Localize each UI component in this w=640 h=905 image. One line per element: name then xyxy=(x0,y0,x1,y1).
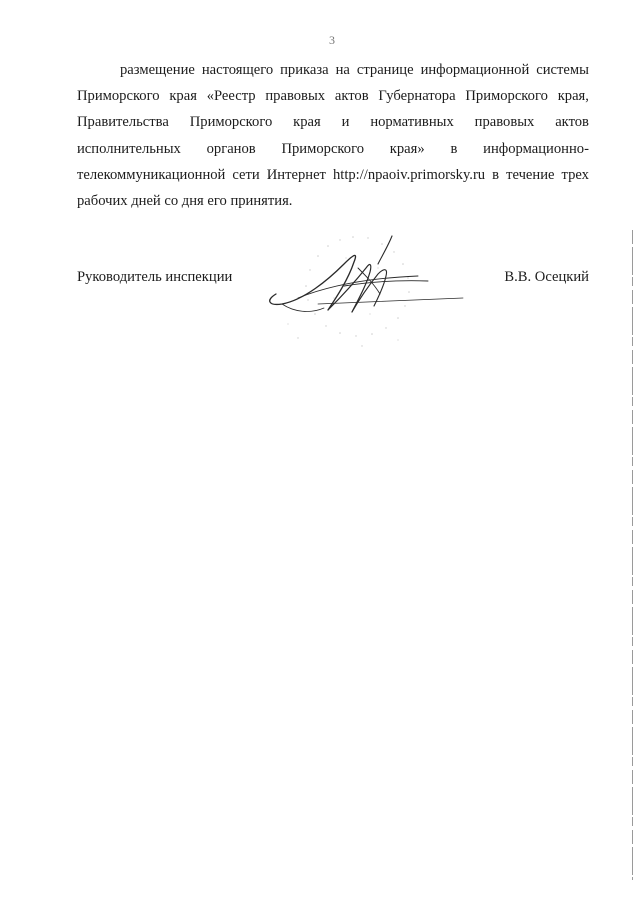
paragraph-word: странице xyxy=(356,62,414,78)
paragraph-word: размещение xyxy=(120,62,195,78)
paragraph-word: Правительства xyxy=(77,114,169,131)
paragraph-word: Губернатора xyxy=(378,88,456,105)
paragraph-word: Приморского xyxy=(77,88,160,105)
signer-position: Руководитель инспекции xyxy=(77,269,233,285)
paragraph-line xyxy=(77,109,589,135)
paragraph-word: исполнительных xyxy=(77,140,181,157)
paragraph-word: правовых xyxy=(265,88,326,105)
body-paragraph xyxy=(77,57,589,214)
paragraph-word: органов xyxy=(206,140,256,157)
paragraph-word: правовых xyxy=(474,114,535,131)
paragraph-word: Приморского xyxy=(189,114,273,131)
paragraph-word: в xyxy=(450,140,458,157)
paragraph-word: настоящего xyxy=(201,62,274,78)
paragraph-word: Интернет xyxy=(266,166,326,183)
paragraph-word: Приморского xyxy=(465,88,548,105)
paragraph-word: в xyxy=(492,166,500,183)
paragraph-word: нормативных xyxy=(370,114,454,131)
paragraph-word: трех xyxy=(561,166,589,183)
paragraph-word: края xyxy=(169,88,197,105)
scan-edge-line xyxy=(631,230,634,880)
signer-name: В.В. Осецкий xyxy=(504,269,589,285)
paragraph-word: актов xyxy=(334,88,369,105)
paragraph-word: системы xyxy=(536,62,589,78)
paragraph-word: течение xyxy=(506,166,555,183)
paragraph-line xyxy=(77,136,589,162)
paragraph-word: края, xyxy=(557,88,589,105)
paragraph-word: телекоммуникационной xyxy=(77,166,226,183)
paragraph-word: и xyxy=(341,114,350,131)
paragraph-word: на xyxy=(335,62,350,78)
paragraph-word: http://npaoiv.primorsky.ru xyxy=(332,166,486,183)
paragraph-word: актов xyxy=(555,114,589,131)
handwritten-signature xyxy=(258,228,468,353)
paragraph-word: сети xyxy=(232,166,260,183)
paragraph-line xyxy=(77,83,589,109)
paragraph-word: приказа xyxy=(280,62,329,78)
paragraph-word: информационно- xyxy=(483,140,589,157)
paragraph-line: рабочих дней со дня его принятия. xyxy=(77,193,293,210)
page-number: 3 xyxy=(329,33,335,47)
paragraph-word: «Реестр xyxy=(206,88,256,105)
paragraph-word: Приморского xyxy=(281,140,364,157)
paragraph-line xyxy=(77,162,589,188)
paragraph-word: края» xyxy=(389,140,425,157)
paragraph-line xyxy=(77,57,589,83)
paragraph-word: края xyxy=(293,114,321,131)
paragraph-word: информационной xyxy=(420,62,530,78)
